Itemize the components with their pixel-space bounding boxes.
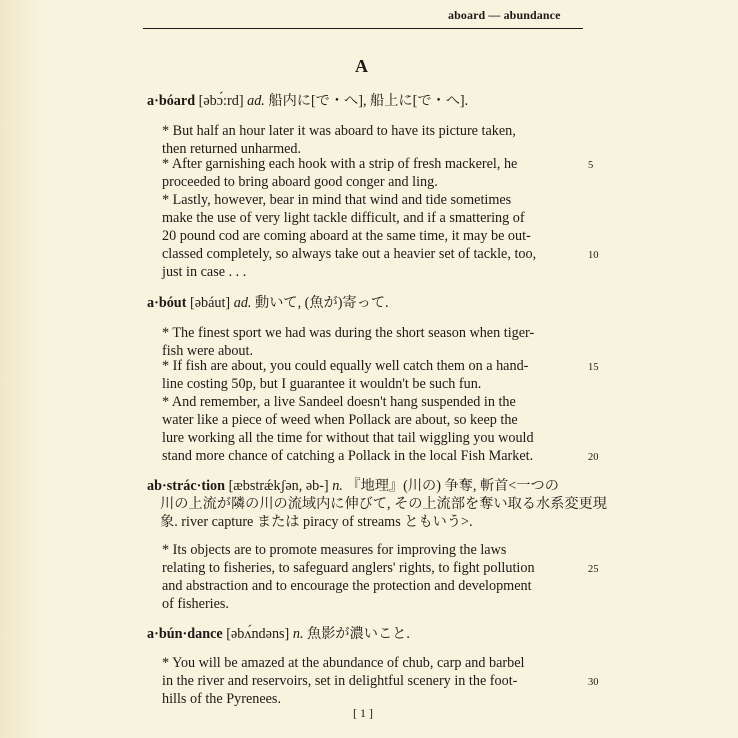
example-line: * You will be amazed at the abundance of chub, carp and barbel (162, 655, 525, 671)
entry-head-abundance (147, 625, 410, 643)
pronunciation: [æbstrǽkʃən, əb-] (228, 478, 329, 494)
headword: a·bóut (147, 295, 187, 311)
section-letter: A (355, 56, 368, 76)
example-line: * The finest sport we had was during the short season when tiger- (162, 325, 535, 341)
line-number: 15 (588, 362, 599, 373)
example-line: make the use of very light tackle difficult, and if a smattering of (162, 210, 525, 226)
part-of-speech: n. (292, 626, 304, 642)
example-line: stand more chance of catching a Pollack in the local Fish Market. (162, 448, 534, 464)
gloss: 魚影が濃いこと. (307, 626, 410, 642)
line-number: 5 (588, 160, 594, 171)
gloss-line: 川の上流が隣の川の流域内に伸びて, その上流部を奪い取る水系変更現 (160, 496, 607, 512)
example-line: * But half an hour later it was aboard to have its picture taken, (162, 123, 516, 139)
example-line: classed completely, so always take out a heavier set of tackle, too, (162, 246, 537, 262)
example-line: * If fish are about, you could equally well catch them on a hand- (162, 358, 529, 374)
example-line: proceeded to bring aboard good conger and ling. (162, 174, 438, 190)
line-number: 30 (588, 677, 599, 688)
example-line: just in case . . . (162, 264, 247, 280)
headword: a·bún·dance (147, 626, 223, 642)
gloss: 『地理』(川の) 争奪, 斬首<一つの (346, 478, 559, 494)
line-number: 20 (588, 452, 599, 463)
example-line: fish were about. (162, 343, 254, 359)
part-of-speech: ad. (247, 93, 265, 109)
line-number: 25 (588, 564, 599, 575)
gloss: 船内に[で・へ], 船上に[で・へ]. (268, 93, 469, 109)
part-of-speech: ad. (233, 295, 252, 311)
example-line: and abstraction and to encourage the protection and development (162, 578, 532, 594)
example-line: * And remember, a live Sandeel doesn't hang suspended in the (162, 394, 516, 410)
running-head: aboard — abundance (448, 8, 561, 22)
example-line: 20 pound cod are coming aboard at the same time, it may be out- (162, 228, 531, 244)
page-folio: [ 1 ] (353, 706, 373, 720)
example-line: relating to fisheries, to safeguard anglers' rights, to fight pollution (162, 560, 535, 576)
example-line: of fisheries. (162, 596, 229, 612)
example-line: hills of the Pyrenees. (162, 691, 281, 707)
pronunciation: [əbʌ́ndəns] (226, 626, 290, 642)
entry-head-abstraction (147, 477, 559, 495)
entry-head-aboard (147, 92, 468, 110)
gloss-line: 象. river capture または piracy of streams ともいう>. (160, 514, 473, 530)
example-line: then returned unharmed. (162, 141, 302, 157)
line-number: 10 (588, 250, 599, 261)
example-line: in the river and reservoirs, set in delightful scenery in the foot- (162, 673, 518, 689)
example-line: * Its objects are to promote measures for improving the laws (162, 542, 507, 558)
gloss: 動いて, (魚が)寄って. (255, 295, 389, 311)
example-line: lure working all the time for without that tail wiggling you would (162, 430, 534, 446)
headword: ab·strác·tion (147, 478, 226, 494)
entry-head-about (147, 294, 389, 312)
example-line: water like a piece of weed when Pollack are about, so keep the (162, 412, 518, 428)
pronunciation: [əbɔ́:rd] (198, 93, 244, 109)
pronunciation: [əbáut] (189, 295, 231, 311)
example-line: * After garnishing each hook with a strip of fresh mackerel, he (162, 156, 518, 172)
headword: a·bóard (147, 93, 196, 109)
example-line: * Lastly, however, bear in mind that wind and tide sometimes (162, 192, 512, 208)
part-of-speech: n. (332, 478, 343, 494)
example-line: line costing 50p, but I guarantee it wouldn't be such fun. (162, 376, 482, 392)
